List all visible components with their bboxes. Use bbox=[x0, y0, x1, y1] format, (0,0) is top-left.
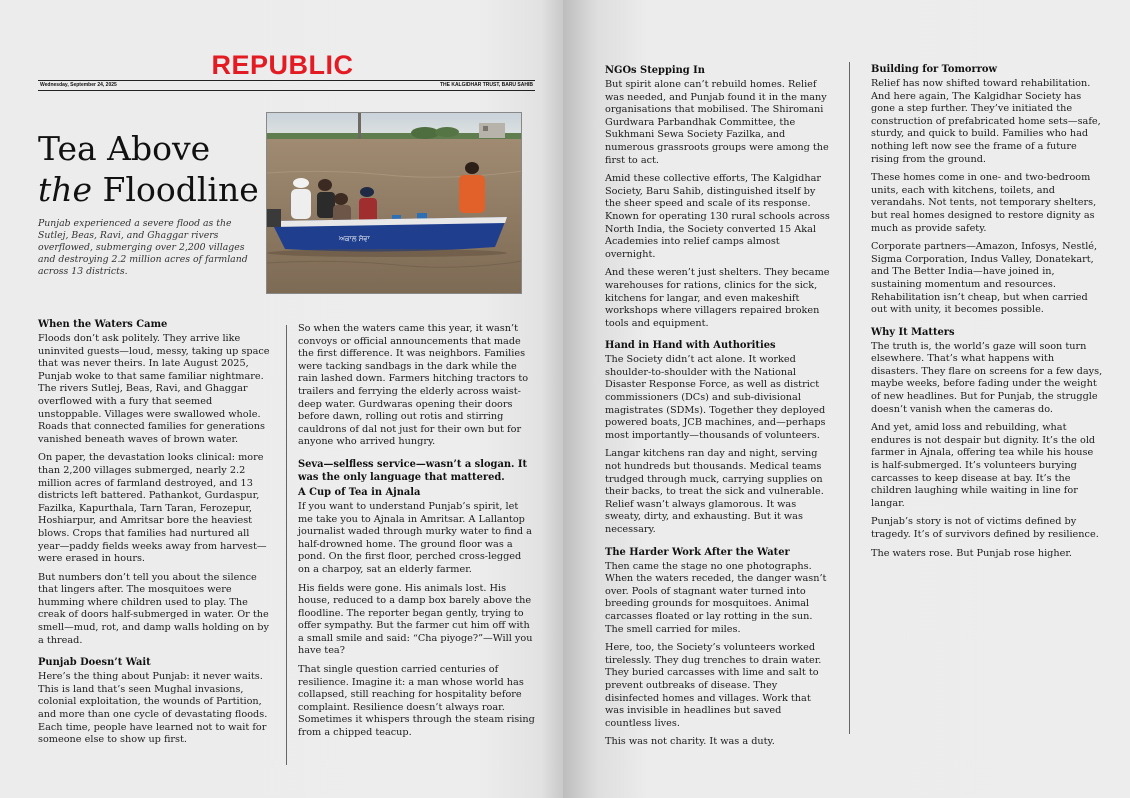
masthead-title: REPUBLIC bbox=[211, 50, 354, 80]
section-heading: The Harder Work After the Water bbox=[605, 546, 790, 558]
column-3 bbox=[605, 64, 830, 755]
section-heading: Building for Tomorrow bbox=[871, 64, 998, 75]
section-heading: Hand in Hand with Authorities bbox=[605, 340, 776, 352]
paragraph: Floods don’t ask politely. They arrive like uninvited guests—loud, messy, taking up space that was never theirs. In late August 2025, Punjab woke to that same familiar nightmare. The rivers Sutlej, Beas, Ravi, and Ghaggar overflowed with a fury that seemed unstoppable. Villages were swallowed whole. Roads that connected families for generations vanished beneath waves of brown water. bbox=[38, 333, 270, 445]
paragraph: And yet, amid loss and rebuilding, what endures is not despair but dignity. It’s the old farmer in Ajnala, offering tea while his house is half-submerged. It’s volunteers burying carcasses to keep disease at bay. It’s the children laughing while waiting in line for langar. bbox=[871, 422, 1096, 509]
paragraph: Here’s the thing about Punjab: it never waits. This is land that’s seen Mughal invasions, colonial exploitation, the wounds of Partition, and more than one cycle of devastating floods. Each time, people have learned not to wait for someone else to show up first. bbox=[38, 671, 268, 746]
headline-line2: Floodline bbox=[92, 170, 259, 209]
boat-lettering: ਅਕਾਲ ਸੇਵਾ bbox=[339, 235, 370, 243]
column-4 bbox=[871, 63, 1104, 566]
dateline bbox=[38, 80, 535, 91]
column-1 bbox=[38, 318, 270, 753]
paragraph: But spirit alone can’t rebuild homes. Relief was needed, and Punjab found it in the many organisations that mobilised. The Shiromani Gurdwara Parbandhak Committee, the Sukhmani Sewa Society Fazilka, and numerous grassroots groups were among the first to act. bbox=[605, 79, 829, 166]
paragraph: If you want to understand Punjab’s spirit, let me take you to Ajnala in Amritsar. A Lallantop journalist waded through murky water to find a half-drowned home. The ground floor was a pond. On the first floor, perched cross-legged on a charpoy, sat an elderly farmer. bbox=[298, 500, 532, 575]
paragraph: These homes come in one- and two-bedroom units, each with kitchens, toilets, and verandahs. Not tents, not temporary shelters, but real homes designed to restore dignity as much as provide safety. bbox=[871, 172, 1097, 234]
article-deck: Punjab experienced a severe flood as the Sutlej, Beas, Ravi, and Ghaggar rivers overflowed, submerging over 2,200 villages and destroying 2.2 million acres of farmland across 13 districts. bbox=[38, 218, 248, 277]
column-divider bbox=[849, 62, 850, 734]
issue-date: Wednesday, September 24, 2025 bbox=[40, 82, 117, 88]
section-heading: Punjab Doesn’t Wait bbox=[38, 657, 151, 669]
paragraph: But numbers don’t tell you about the silence that lingers after. The mosquitoes were humming where children used to play. The creak of doors half-submerged in water. Or the smell—mud, rot, and damp walls holding on by a thread. bbox=[38, 571, 269, 646]
article-headline bbox=[38, 128, 260, 210]
paragraph: That single question carried centuries of resilience. Imagine it: a man whose world has collapsed, still reaching for hospitality before complaint. Resilience doesn’t always roar. Sometimes it whispers through the steam rising from a chipped teacup. bbox=[298, 664, 535, 739]
column-divider bbox=[286, 325, 287, 765]
column-2 bbox=[298, 323, 536, 746]
paragraph: Punjab’s story is not of victims defined by tragedy. It’s of survivors defined by resilience. bbox=[871, 516, 1099, 540]
section-heading: When the Waters Came bbox=[38, 319, 168, 330]
pull-quote: Seva—selfless service—wasn’t a slogan. It was the only language that mattered. bbox=[298, 458, 528, 483]
paragraph: The waters rose. But Punjab rose higher. bbox=[871, 547, 1073, 559]
paragraph: And these weren’t just shelters. They became warehouses for rations, clinics for the sick, kitchens for langar, and even makeshift workshops where villagers repaired broken tools and equipment. bbox=[605, 267, 830, 329]
paragraph: Corporate partners—Amazon, Infosys, Nestlé, Sigma Corporation, Indus Valley, Donatekart, and The Better India—have joined in, sustaining momentum and resources. Rehabilitation isn’t cheap, but when carried out with unity, it becomes possible. bbox=[871, 241, 1098, 316]
paragraph: Langar kitchens ran day and night, serving not hundreds but thousands. Medical teams trudged through muck, carrying supplies on their backs, to treat the sick and vulnerable. Relief wasn’t always glamorous. It was sweaty, dirty, and exhausting. But it was necessary. bbox=[605, 448, 824, 535]
headline-line1: Tea Above bbox=[38, 129, 211, 168]
paragraph: Relief has now shifted toward rehabilitation. And here again, The Kalgidhar Society has gone a step further. They’ve initiated the construction of prefabricated home sets—safe, sturdy, and quick to build. Families who had nothing left now see the frame of a future rising from the ground. bbox=[871, 78, 1101, 165]
flood-rescue-photo bbox=[266, 112, 522, 294]
paragraph: The Society didn’t act alone. It worked shoulder-to-shoulder with the National Disaster Response Force, as well as district commissioners (DCs) and sub-divisional magistrates (SDMs). Together they deployed powered boats, JCB machines, and—perhaps most importantly—thousands of volunteers. bbox=[605, 354, 826, 441]
paragraph: Then came the stage no one photographs. When the waters receded, the danger wasn’t over. Pools of stagnant water turned into breeding grounds for mosquitoes. Animal carcasses floated or lay rotting in the sun. The smell carried for miles. bbox=[605, 560, 827, 635]
section-heading: Why It Matters bbox=[871, 326, 955, 338]
flood-boat-illustration bbox=[267, 113, 522, 294]
paragraph: Amid these collective efforts, The Kalgidhar Society, Baru Sahib, distinguished itself by the sheer speed and scale of its response. Known for operating 130 rural schools across North India, the Society converted 15 Akal Academies into relief camps almost overnight. bbox=[605, 173, 830, 260]
paragraph: The truth is, the world’s gaze will soon turn elsewhere. That’s what happens with disasters. They flare on screens for a few days, maybe weeks, before fading under the weight of new headlines. But for Punjab, the struggle doesn’t vanish when the cameras do. bbox=[871, 340, 1103, 415]
publisher-name: THE KALGIDHAR TRUST, BARU SAHIB bbox=[439, 82, 533, 88]
headline-italic-word: the bbox=[38, 170, 93, 209]
paragraph: This was not charity. It was a duty. bbox=[605, 736, 775, 748]
paragraph: On paper, the devastation looks clinical: more than 2,200 villages submerged, nearly 2.2 million acres of farmland destroyed, and 13 districts left battered. Pathankot, Gurdaspur, Fazilka, Kapurthala, Tarn Taran, Ferozepur, Hoshiarpur, and Amritsar bore the heaviest blows. Crops that families had nurtured all year—paddy fields weeks away from harvest—were erased in hours. bbox=[38, 452, 267, 565]
paragraph: His fields were gone. His animals lost. His house, reduced to a damp box barely above the floodline. The reporter began gently, trying to offer sympathy. But the farmer cut him off with a small smile and said: “Cha piyoge?”—Will you have tea? bbox=[298, 582, 533, 657]
paragraph: Here, too, the Society’s volunteers worked tirelessly. They dug trenches to drain water. They buried carcasses with lime and salt to prevent outbreaks of disease. They disinfected homes and villages. Work that was invisible in headlines but saved countless lives. bbox=[605, 642, 822, 729]
paragraph: So when the waters came this year, it wasn’t convoys or official announcements that made the first difference. It was neighbors. Families were tacking sandbags in the dark while the rain lashed down. Farmers hitching tractors to trailers and ferrying the elderly across waist-deep water. Gurdwaras opening their doors before dawn, rolling out rotis and stirring cauldrons of dal not just for their own but for anyone who arrived hungry. bbox=[298, 323, 529, 448]
section-heading: A Cup of Tea in Ajnala bbox=[298, 486, 421, 498]
section-heading: NGOs Stepping In bbox=[605, 65, 705, 76]
left-page bbox=[0, 0, 563, 798]
